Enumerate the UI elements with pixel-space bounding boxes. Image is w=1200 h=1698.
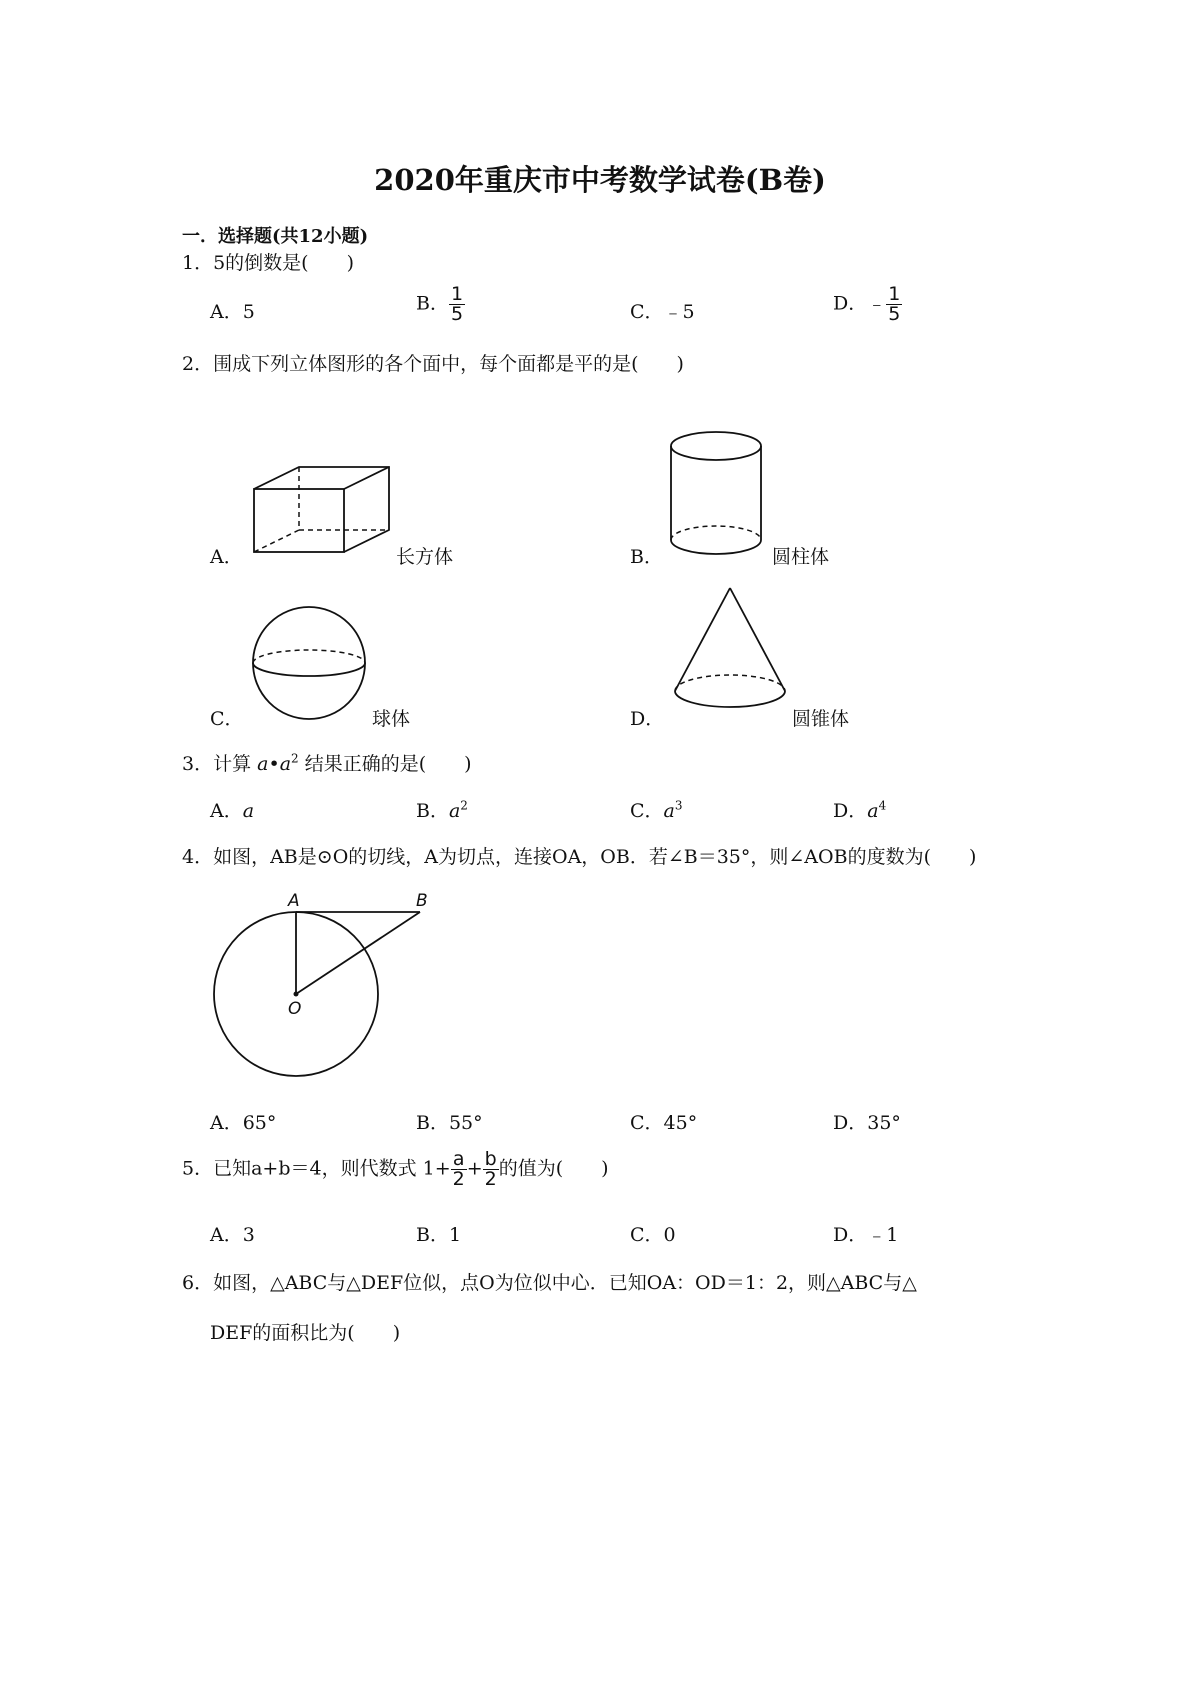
- q1-option-b-numerator: 1: [450, 283, 464, 305]
- q1-option-b-denominator: 5: [450, 303, 464, 325]
- q5-option-c[interactable]: C．0: [630, 1224, 676, 1246]
- q3-stem-var-a: a: [257, 753, 269, 775]
- q5-option-a[interactable]: A．3: [210, 1224, 255, 1246]
- q5-option-d[interactable]: D．﹣1: [833, 1224, 899, 1246]
- q2-stem: 2．围成下列立体图形的各个面中，每个面都是平的是( ): [182, 353, 684, 375]
- q1-option-b-prefix: B．: [416, 292, 449, 315]
- q2-caption-cylinder: 圆柱体: [772, 546, 830, 568]
- q5-fraction-a-numerator: a: [451, 1150, 467, 1170]
- q3-option-b-var: a: [448, 800, 461, 822]
- q3-option-b[interactable]: [416, 796, 468, 823]
- q3-option-b-prefix: B．: [416, 800, 449, 822]
- page-title: 2020年重庆市中考数学试卷(B卷): [374, 163, 826, 197]
- q4-option-a[interactable]: A．65°: [210, 1112, 277, 1134]
- q5-plus: +: [466, 1157, 483, 1180]
- tangent-circle-figure: [210, 890, 440, 1080]
- section-heading: 一．选择题(共12小题): [182, 226, 369, 247]
- q2-option-c[interactable]: C．: [210, 708, 244, 730]
- q3-stem-dot: •: [268, 753, 280, 775]
- q2-caption-cone: 圆锥体: [792, 708, 850, 730]
- q3-stem-var-b: a: [279, 753, 292, 775]
- q2-option-b[interactable]: B．: [630, 546, 663, 568]
- sphere-figure: [248, 602, 370, 724]
- q4-option-b[interactable]: B．55°: [416, 1112, 483, 1134]
- q2-option-d[interactable]: D．: [630, 708, 665, 730]
- q1-stem: 1．5的倒数是( ): [182, 252, 355, 274]
- q3-option-c[interactable]: [630, 796, 683, 823]
- q2-caption-cuboid: 长方体: [396, 546, 454, 568]
- q3-option-d-prefix: D．: [833, 800, 868, 822]
- q3-stem-exponent: 2: [291, 751, 299, 766]
- q5-fraction-b-numerator: b: [483, 1150, 499, 1170]
- q3-option-c-prefix: C．: [630, 800, 664, 822]
- cuboid-figure: [244, 459, 394, 559]
- q3-stem-suffix: 结果正确的是( ): [304, 753, 472, 775]
- q1-option-b[interactable]: [416, 285, 465, 324]
- q1-option-c[interactable]: C．﹣5: [630, 301, 695, 323]
- q2-caption-sphere: 球体: [372, 708, 411, 730]
- q5-fraction-b-denominator: 2: [484, 1168, 497, 1190]
- q3-option-d-var: a: [867, 800, 879, 822]
- q1-option-a[interactable]: A．5: [210, 301, 255, 323]
- point-label-b: B: [416, 891, 428, 911]
- q5-stem: [182, 1150, 609, 1189]
- cylinder-figure: [664, 426, 768, 560]
- q5-option-b[interactable]: B．1: [416, 1224, 462, 1246]
- q5-stem-condition: a+b＝4，则代数式 1+: [251, 1157, 451, 1180]
- q6-stem-line2: DEF的面积比为( ): [210, 1322, 401, 1344]
- q1-option-d-fraction: [886, 285, 902, 324]
- q1-option-d-prefix: D．﹣: [833, 292, 887, 315]
- q5-fraction-a: [451, 1150, 467, 1189]
- q3-stem-prefix: 3．计算: [182, 753, 252, 775]
- q3-option-b-exponent: 2: [460, 798, 468, 813]
- q5-fraction-b: [483, 1150, 499, 1189]
- q1-option-d[interactable]: [833, 285, 902, 324]
- q6-stem-line1: 6．如图，△ABC与△DEF位似，点O为位似中心．已知OA：OD＝1：2，则△ABC与△: [182, 1272, 917, 1294]
- q3-option-a-prefix: A．: [210, 800, 243, 822]
- point-label-a: A: [288, 891, 300, 911]
- q3-option-d[interactable]: [833, 796, 886, 823]
- point-label-o: O: [288, 999, 302, 1019]
- q5-fraction-a-denominator: 2: [452, 1168, 465, 1190]
- q5-stem-suffix: 的值为( ): [498, 1157, 609, 1180]
- q3-stem: [182, 749, 472, 776]
- q2-option-a[interactable]: A．: [210, 546, 243, 568]
- q3-option-a[interactable]: [210, 796, 254, 823]
- q1-option-d-numerator: 1: [888, 283, 901, 305]
- q3-option-c-var: a: [663, 800, 675, 822]
- q1-option-d-denominator: 5: [888, 303, 901, 325]
- q3-option-a-var: a: [242, 800, 255, 822]
- q4-stem: 4．如图，AB是⊙O的切线，A为切点，连接OA，OB．若∠B＝35°，则∠AOB的度数为( ): [182, 846, 977, 868]
- q5-stem-prefix: 5．已知: [182, 1157, 252, 1180]
- q3-option-c-exponent: 3: [674, 798, 683, 813]
- q4-option-c[interactable]: C．45°: [630, 1112, 698, 1134]
- q1-option-b-fraction: [449, 285, 465, 324]
- cone-figure: [668, 584, 792, 718]
- q4-option-d[interactable]: D．35°: [833, 1112, 901, 1134]
- q3-option-d-exponent: 4: [878, 798, 887, 813]
